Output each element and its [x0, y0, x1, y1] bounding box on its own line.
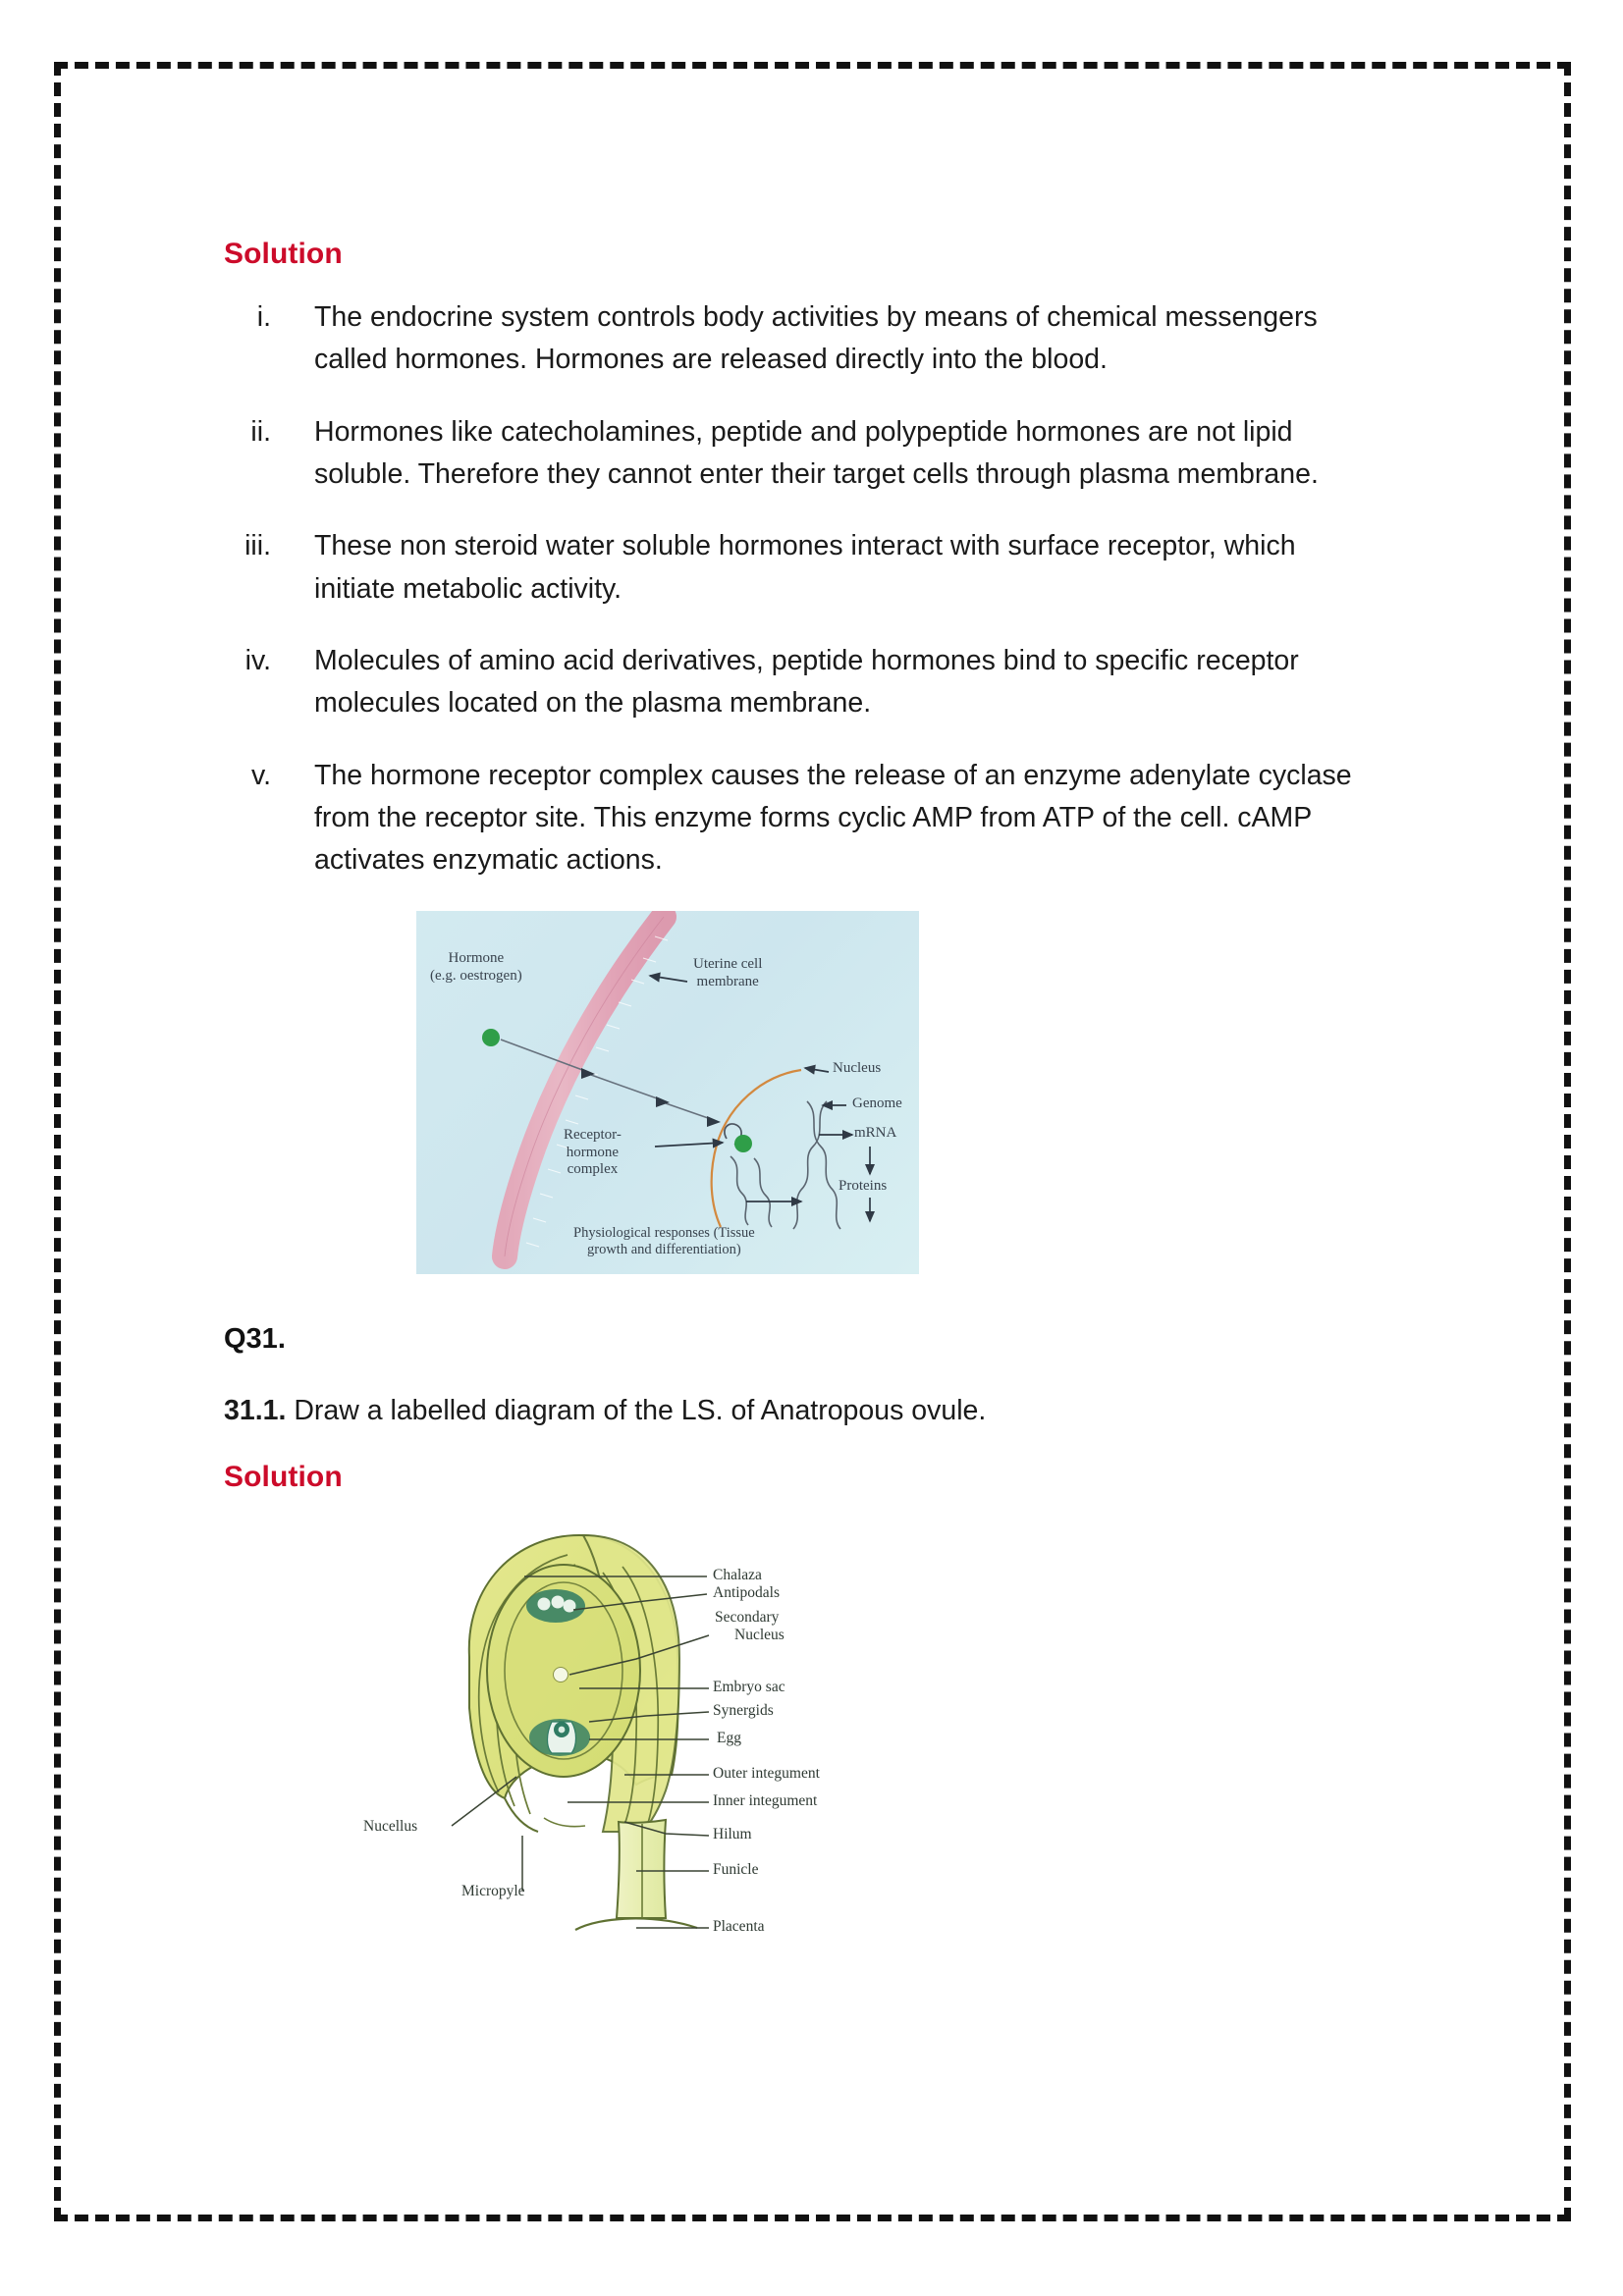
egg-label: Egg [717, 1730, 741, 1747]
document-content [224, 238, 1412, 1944]
ovule-diagram-graphics [342, 1512, 852, 1944]
nucleus-label: Nucleus [833, 1060, 882, 1077]
secondary-nucleus-label: Secondary Nucleus [715, 1609, 784, 1644]
ovule-figure-wrapper [224, 1512, 1412, 1944]
chalaza-label: Chalaza [713, 1567, 762, 1584]
question-number: Q31. [224, 1323, 286, 1356]
physiological-responses-label: Physiological responses (Tissue growth and differentiation) [573, 1225, 755, 1258]
list-item-text: The hormone receptor complex causes the release of an enzyme adenylate cyclase from the receptor site. This enzyme forms cyclic AMP from ATP of the cell. cAMP activates enzymatic actions. [314, 759, 1352, 877]
outer-integument-label: Outer integument [713, 1765, 820, 1783]
antipodals-label: Antipodals [713, 1584, 781, 1602]
list-item [224, 640, 1412, 725]
mrna-label: mRNA [854, 1125, 897, 1142]
list-item-text: Molecules of amino acid derivatives, peptide hormones bind to specific receptor molecules located on the plasma membrane. [314, 644, 1299, 720]
genome-label: Genome [852, 1095, 902, 1112]
proteins-label: Proteins [839, 1178, 888, 1195]
list-item-text: These non steroid water soluble hormones interact with surface receptor, which initiate metabolic activity. [314, 530, 1296, 605]
synergids-label: Synergids [713, 1702, 774, 1720]
question-sub-line [224, 1395, 1412, 1427]
list-marker: iii. [244, 530, 271, 562]
hormone-figure-wrapper [224, 911, 1412, 1274]
hormone-label: Hormone (e.g. oestrogen) [430, 950, 522, 984]
hilum-label: Hilum [713, 1826, 752, 1843]
list-item-text: The endocrine system controls body activities by means of chemical messengers called hormones. Hormones are released directly into the blood. [314, 301, 1318, 376]
solution-heading: Solution [224, 238, 343, 270]
list-marker: ii. [250, 415, 271, 448]
list-marker: i. [256, 301, 271, 333]
list-item-text: Hormones like catecholamines, peptide and polypeptide hormones are not lipid soluble. Therefore they cannot enter their target cells through plasma membrane. [314, 415, 1319, 490]
list-item [224, 296, 1412, 382]
anatropous-ovule-diagram [342, 1512, 852, 1944]
uterine-cell-membrane-label: Uterine cell membrane [693, 956, 763, 989]
solution-heading-2: Solution [224, 1461, 343, 1494]
micropyle-label: Micropyle [461, 1883, 525, 1900]
list-marker: v. [250, 759, 271, 791]
inner-integument-label: Inner integument [713, 1792, 818, 1810]
placenta-label: Placenta [713, 1918, 765, 1936]
receptor-hormone-complex-label: Receptor- hormone complex [564, 1127, 622, 1177]
question-sub-text: Draw a labelled diagram of the LS. of Anatropous ovule. [294, 1395, 987, 1427]
nucellus-label: Nucellus [363, 1818, 418, 1836]
funicle-label: Funicle [713, 1861, 759, 1879]
list-item [224, 755, 1412, 882]
list-marker: iv. [244, 644, 271, 676]
question-sub-number: 31.1. [224, 1395, 287, 1427]
answer-list [224, 296, 1412, 881]
embryo-sac-label: Embryo sac [713, 1679, 785, 1696]
list-item [224, 525, 1412, 611]
hormone-action-diagram [416, 911, 919, 1274]
list-item [224, 411, 1412, 497]
